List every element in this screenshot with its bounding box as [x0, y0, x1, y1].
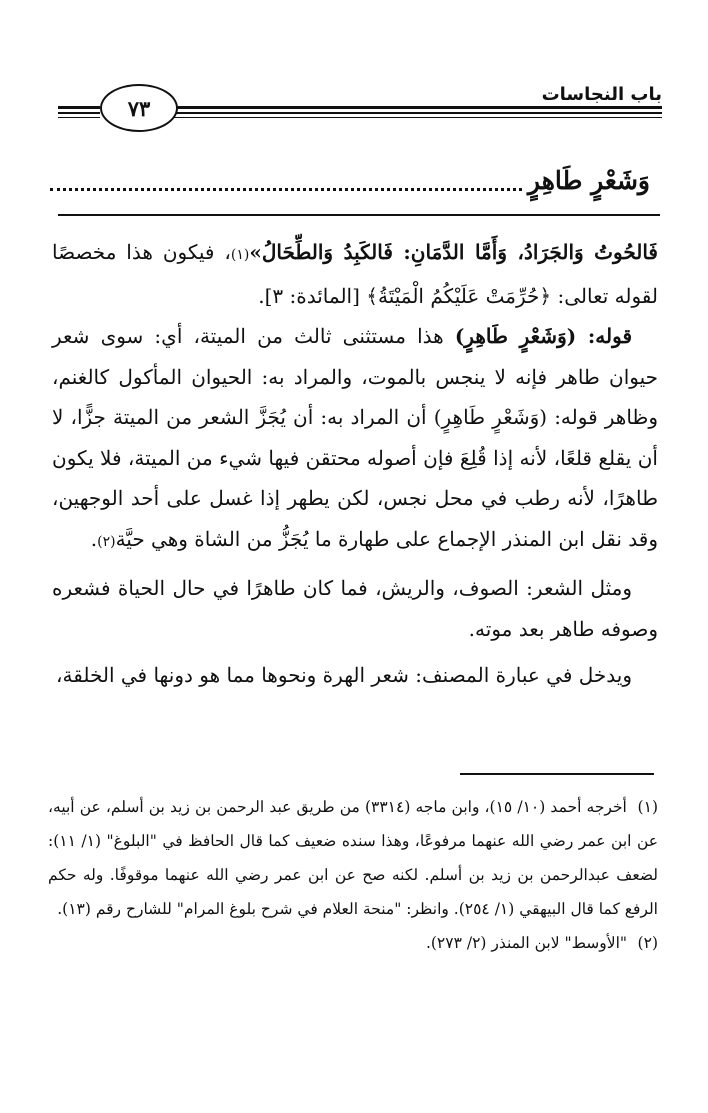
paragraph [52, 568, 658, 649]
paragraph [52, 232, 658, 316]
page-header [58, 76, 662, 132]
footnote-number: (١) [637, 798, 658, 816]
matn-line [50, 160, 650, 200]
paragraph [52, 655, 658, 696]
matn-text: وَشَعْرٍ طَاهِرٍ [527, 165, 650, 195]
header-rule [58, 117, 100, 118]
dotted-leader [50, 170, 522, 191]
footnote-text: "الأوسط" لابن المنذر (٢/ ٢٧٣). [425, 934, 628, 952]
paragraph-lead: قوله: (وَشَعْرٍ طَاهِرٍ) [454, 324, 633, 348]
footnote [48, 926, 658, 960]
footnotes [48, 790, 658, 1020]
paragraph-text: ، فيكون هذا مخصصًا لقوله تعالى: ﴿حُرِّمَتْ عَلَيْكُمُ الْمَيْتَةُ﴾ [المائدة: ٣]. [52, 240, 658, 308]
paragraph-text: هذا مستثنى ثالث من الميتة، أي: سوى شعر حيوان طاهر فإنه لا ينجس بالموت، والمراد به: الحيوان المأكول كالغنم، وظاهر قوله: (وَشَعْرٍ طَاهِرٍ) أن المراد به: أن يُجَزَّ الشعر من الميتة جزًّا، لا أن يقلع قلعًا، لأنه إذا قُلِعَ فإن أصوله محتقن فيها شيء من الميتة، فلا يكون طاهرًا، لأنه رطب في محل نجس، لكن يطهر إذا غسل على أحد الوجهين، وقد نقل ابن المنذر الإجماع على طهارة ما يُجَزُّ من الشاة وهي حيَّة [52, 324, 658, 551]
paragraph-end: . [90, 526, 98, 551]
page-number: ٧٣ [100, 84, 178, 132]
hadith-text: فَالحُوتُ وَالجَرَادُ، وَأَمَّا الدَّمَانِ: فَالكَبِدُ وَالطِّحَالُ» [249, 240, 658, 264]
footnote-number: (٢) [637, 934, 658, 952]
paragraph [52, 316, 658, 562]
header-rule [174, 112, 662, 114]
footnote-rule [460, 773, 654, 775]
matn-separator [58, 214, 660, 216]
commentary-body [52, 232, 658, 722]
footnote-text: أخرجه أحمد (١٠/ ١٥)، وابن ماجه (٣٣١٤) من طريق عبد الرحمن بن زيد بن أسلم، عن أبيه، عن ابن عمر رضي الله عنهما مرفوعًا، وهذا سنده ضعيف كما قال الحافظ في "البلوغ" (١/ ١١): لضعف عبدالرحمن بن زيد بن أسلم. لكنه صح عن ابن عمر رضي الله عنهما موقوفًا. وله حكم الرفع كما قال البيهقي (١/ ٢٥٤). وانظر: "منحة العلام في شرح بلوغ المرام" للشارح رقم (١٣). [48, 798, 658, 918]
header-rule [174, 117, 662, 118]
header-rule [174, 106, 662, 109]
paragraph-text: ومثل الشعر: الصوف، والريش، فما كان طاهرًا في حال الحياة فشعره وصوفه طاهر بعد موته. [52, 576, 658, 641]
paragraph-text: ويدخل في عبارة المصنف: شعر الهرة ونحوها مما هو دونها في الخلقة، [56, 663, 632, 687]
header-rule [58, 106, 100, 109]
footnote [48, 790, 658, 926]
header-rule [58, 112, 100, 114]
footnote-ref: (٢) [97, 533, 116, 550]
chapter-title: باب النجاسات [541, 84, 662, 105]
footnote-ref: (١) [230, 247, 250, 263]
